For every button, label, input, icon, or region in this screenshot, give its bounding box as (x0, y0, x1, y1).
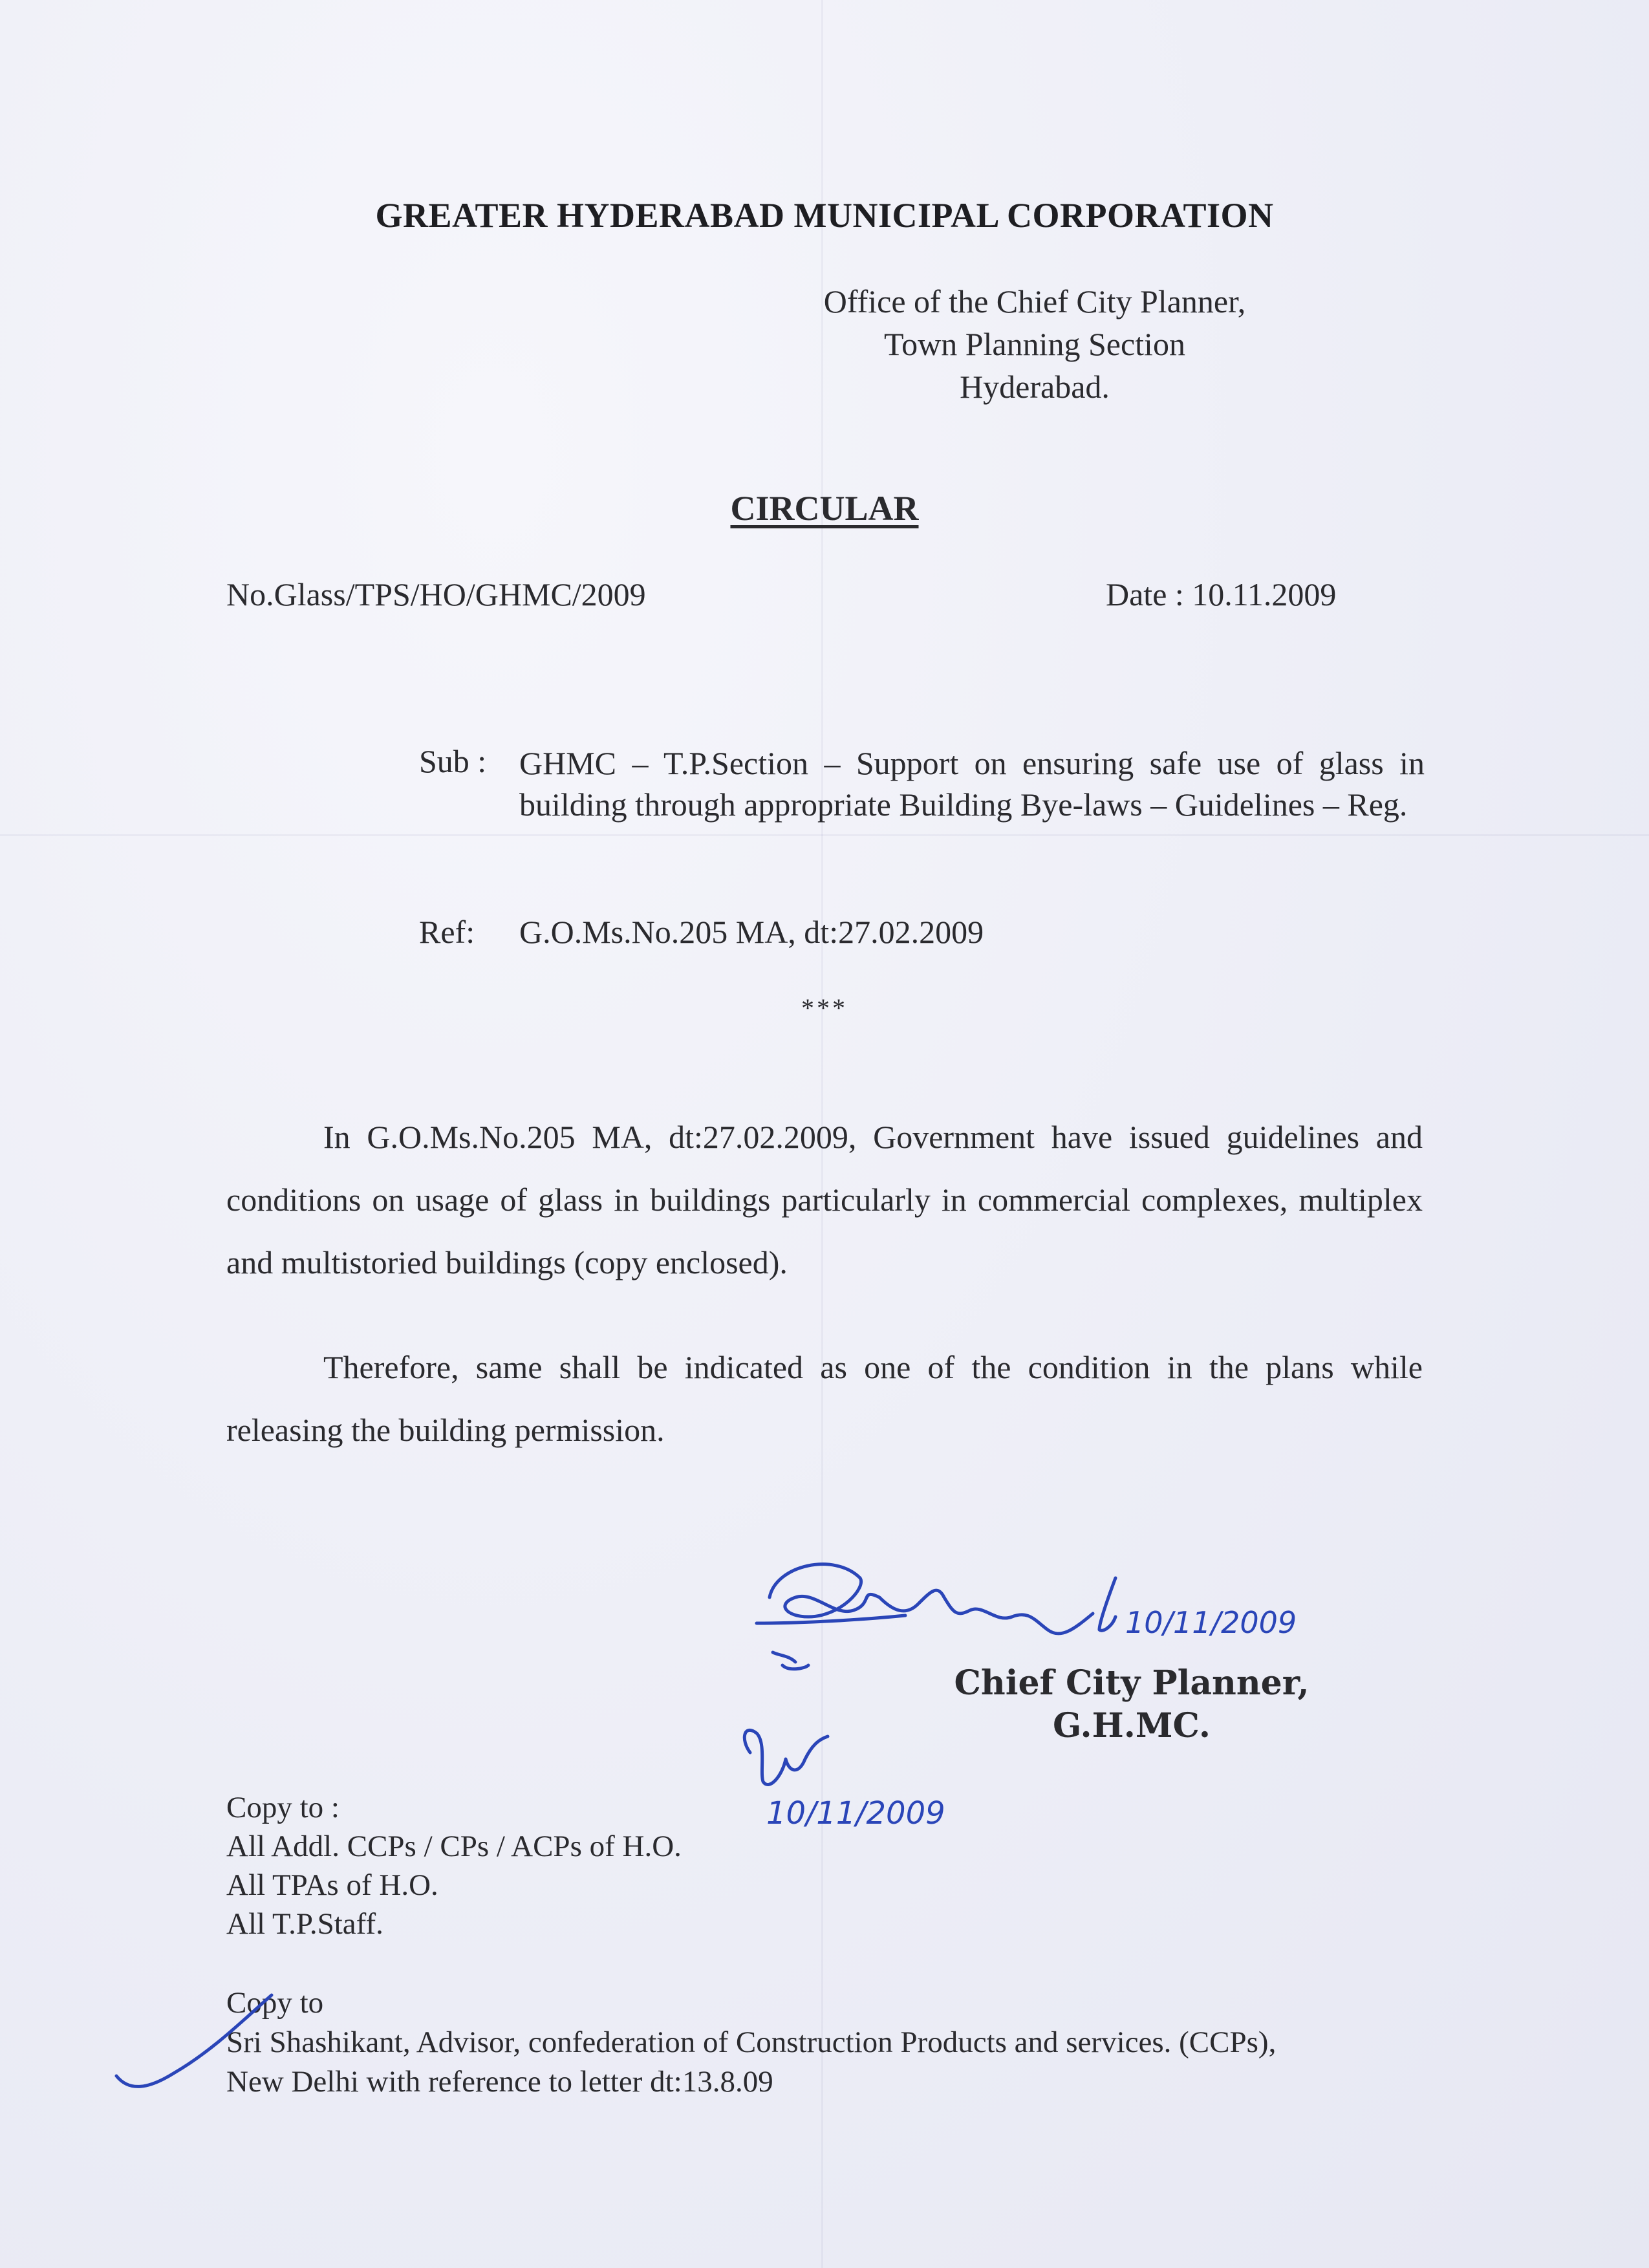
reference-label: Ref: (419, 914, 475, 950)
copy-to-heading: Copy to : (226, 1791, 339, 1824)
signature-flourish (757, 1615, 905, 1623)
circular-date: Date : 10.11.2009 (1106, 576, 1337, 612)
handwritten-date-1: 10/11/2009 (1125, 1605, 1297, 1640)
copy-to-recipient: All Addl. CCPs / CPs / ACPs of H.O. (226, 1830, 682, 1863)
reference-text: G.O.Ms.No.205 MA, dt:27.02.2009 (519, 914, 984, 950)
copy-to-recipient: All TPAs of H.O. (226, 1868, 438, 1902)
initials-scribble (744, 1730, 828, 1784)
signatory-designation: Chief City Planner, (954, 1663, 1310, 1703)
office-address (744, 280, 1326, 408)
paper-crease (0, 834, 1649, 836)
section-separator: *** (801, 993, 848, 1022)
office-line: Hyderabad. (960, 369, 1110, 405)
office-line: Town Planning Section (884, 326, 1185, 362)
circular-heading: CIRCULAR (730, 489, 919, 528)
signatory-block (841, 1662, 1423, 1747)
body-paragraph-1: In G.O.Ms.No.205 MA, dt:27.02.2009, Government have issued guidelines and conditions on usage of glass in buildings particularly in commercial complexes, multiplex and multistoried buildings (copy enclosed). (226, 1119, 1423, 1280)
circular-number: No.Glass/TPS/HO/GHMC/2009 (226, 576, 646, 612)
signature-scribble (770, 1564, 1093, 1634)
subject-text: GHMC – T.P.Section – Support on ensuring safe use of glass in building through appropriate Building Bye-laws – Guidelines – Reg. (519, 745, 1425, 823)
copy-to-recipient: All T.P.Staff. (226, 1907, 383, 1941)
organization-title: GREATER HYDERABAD MUNICIPAL CORPORATION (375, 196, 1274, 235)
copy-to-recipient: New Delhi with reference to letter dt:13.8.09 (226, 2065, 773, 2099)
signature-initial (773, 1652, 808, 1669)
handwritten-date-2: 10/11/2009 (766, 1795, 945, 1831)
signatory-organization: G.H.MC. (1052, 1706, 1211, 1745)
subject-label: Sub : (419, 743, 487, 779)
copy-to-heading: Copy to (226, 1986, 324, 2020)
signature-date-stroke (1099, 1578, 1116, 1630)
body-paragraph-2: Therefore, same shall be indicated as one of the condition in the plans while releasing the building permission. (226, 1349, 1423, 1448)
copy-to-recipient: Sri Shashikant, Advisor, confederation of Construction Products and services. (CCPs), (226, 2025, 1277, 2059)
copy-to-internal (226, 1788, 682, 1943)
office-line: Office of the Chief City Planner, (823, 283, 1246, 319)
copy-to-external (226, 1983, 1520, 2102)
